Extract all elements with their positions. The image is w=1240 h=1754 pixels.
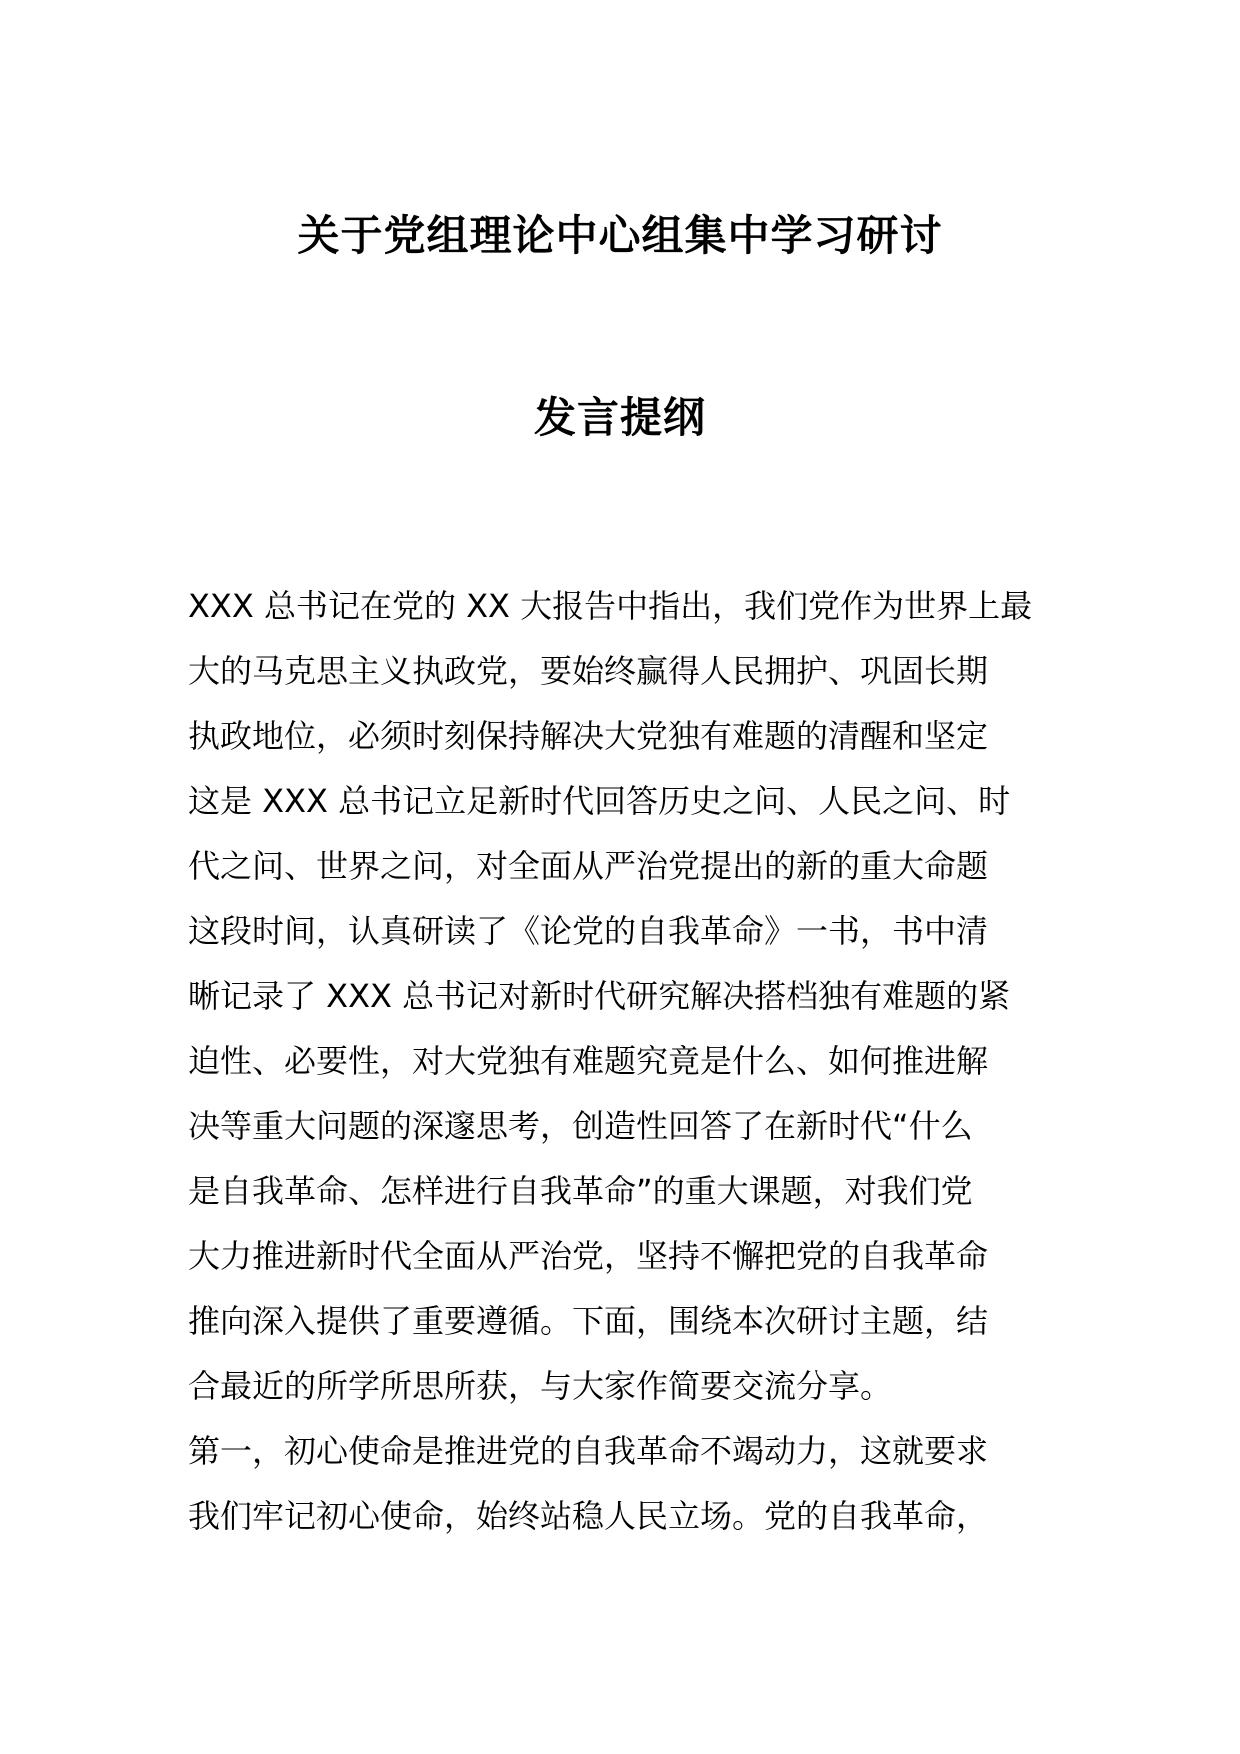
- paragraph-line: 决等重大问题的深邃思考，创造性回答了在新时代“什么: [188, 1107, 973, 1145]
- body-paragraph-2: [188, 1419, 1058, 1549]
- paragraph-line: 是自我革命、怎样进行自我革命”的重大课题，对我们党: [188, 1172, 973, 1210]
- paragraph-line: 推向深入提供了重要遵循。下面，围绕本次研讨主题，结: [188, 1302, 989, 1340]
- document-title-line-1: 关于党组理论中心组集中学习研讨: [297, 211, 943, 260]
- paragraph-line: 我们牢记初心使命，始终站稳人民立场。党的自我革命，: [188, 1497, 989, 1535]
- body-paragraph-1: [188, 574, 1058, 1419]
- paragraph-line: 这是 XXX 总书记立足新时代回答历史之问、人民之问、时: [188, 782, 1011, 820]
- paragraph-line: 大力推进新时代全面从严治党，坚持不懈把党的自我革命: [188, 1237, 989, 1275]
- document-title-line-2: 发言提纲: [533, 393, 706, 442]
- paragraph-line: 晰记录了 XXX 总书记对新时代研究解决搭档独有难题的紧: [188, 977, 1011, 1015]
- paragraph-line: 迫性、必要性，对大党独有难题究竟是什么、如何推进解: [188, 1042, 989, 1080]
- paragraph-line: 大的马克思主义执政党，要始终赢得人民拥护、巩固长期: [188, 652, 989, 690]
- paragraph-line: 这段时间，认真研读了《论党的自我革命》一书，书中清: [188, 912, 989, 950]
- paragraph-line: 执政地位，必须时刻保持解决大党独有难题的清醒和坚定: [188, 717, 989, 755]
- paragraph-line: XXX 总书记在党的 XX 大报告中指出，我们党作为世界上最: [188, 587, 1033, 625]
- paragraph-line: 第一，初心使命是推进党的自我革命不竭动力，这就要求: [188, 1432, 989, 1470]
- paragraph-line: 合最近的所学所思所获，与大家作简要交流分享。: [188, 1367, 893, 1405]
- paragraph-line: 代之问、世界之问，对全面从严治党提出的新的重大命题: [188, 847, 989, 885]
